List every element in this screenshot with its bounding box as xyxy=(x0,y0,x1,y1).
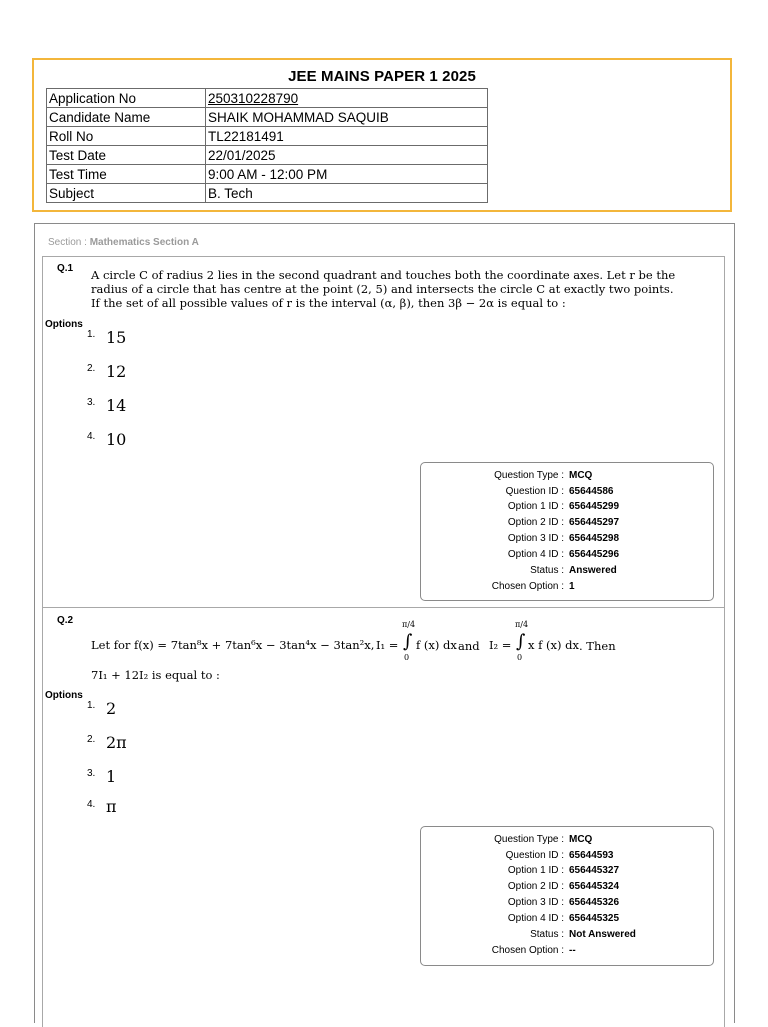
option-number: 3. xyxy=(87,768,96,779)
meta-value: -- xyxy=(569,945,576,956)
meta-key: Status : xyxy=(530,929,564,940)
option-number: 1. xyxy=(87,700,96,711)
meta-value: 656445324 xyxy=(569,881,620,892)
meta-key: Option 1 ID : xyxy=(507,501,564,512)
test-time-label: Test Time xyxy=(47,165,206,184)
meta-key: Option 3 ID : xyxy=(507,897,564,908)
integrand: x f (x) dx xyxy=(528,638,580,652)
option-number: 4. xyxy=(87,799,96,810)
question-number: Q.1 xyxy=(57,263,74,274)
section-label xyxy=(48,237,199,248)
options-label: Options xyxy=(45,319,83,330)
meta-key: Question Type : xyxy=(494,834,564,845)
meta-value: 1 xyxy=(569,581,575,592)
meta-value: 656445326 xyxy=(569,897,620,908)
meta-value: 656445299 xyxy=(569,501,620,512)
question-text-line: If the set of all possible values of r is the interval (α, β), then 3β − 2α is equal to : xyxy=(91,296,566,310)
application-no-value: 250310228790 xyxy=(206,89,488,108)
meta-key: Question Type : xyxy=(494,470,564,481)
meta-value: 656445325 xyxy=(569,913,620,924)
option-value: π xyxy=(106,797,117,816)
candidate-name-value: SHAIK MOHAMMAD SAQUIB xyxy=(206,108,488,127)
section-prefix: Section : xyxy=(48,237,90,248)
meta-value: Answered xyxy=(569,565,617,576)
exam-title: JEE MAINS PAPER 1 2025 xyxy=(288,68,476,85)
question-text: 7I₁ + 12I₂ is equal to : xyxy=(91,668,220,682)
meta-key: Chosen Option : xyxy=(491,945,564,956)
integral-sign-icon: ∫ xyxy=(516,631,526,652)
integral-lower-limit: 0 xyxy=(517,653,523,662)
application-no-label: Application No xyxy=(47,89,206,108)
option-value: 12 xyxy=(106,362,127,381)
option-value: 14 xyxy=(106,396,127,415)
candidate-header xyxy=(32,58,732,212)
and-text: and xyxy=(458,639,480,653)
meta-value: 656445296 xyxy=(569,549,620,560)
table-row xyxy=(47,184,488,203)
option-number: 2. xyxy=(87,734,96,745)
section-name: Mathematics Section A xyxy=(89,237,199,248)
question-text: Let for f(x) = 7tan⁸x + 7tan⁶x − 3tan⁴x − 3tan²x, xyxy=(91,638,375,652)
meta-value: MCQ xyxy=(569,834,593,845)
question-text-line: radius of a circle that has centre at the point (2, 5) and intersects the circle C at exactly two points. xyxy=(91,282,674,296)
test-date-value: 22/01/2025 xyxy=(206,146,488,165)
meta-value: 65644586 xyxy=(569,486,614,497)
meta-value: MCQ xyxy=(569,470,593,481)
table-row xyxy=(47,165,488,184)
meta-value: Not Answered xyxy=(569,929,636,940)
integral-upper-limit: π/4 xyxy=(402,620,416,629)
integral-lower-limit: 0 xyxy=(404,653,410,662)
question-meta-box xyxy=(420,826,714,966)
then-text: . Then xyxy=(579,639,616,653)
subject-value: B. Tech xyxy=(206,184,488,203)
option-value: 10 xyxy=(106,430,127,449)
table-row xyxy=(47,127,488,146)
meta-key: Status : xyxy=(530,565,564,576)
option-value: 2π xyxy=(106,733,127,752)
meta-key: Option 1 ID : xyxy=(507,865,564,876)
meta-key: Question ID : xyxy=(505,850,564,861)
meta-value: 656445298 xyxy=(569,533,620,544)
roll-no-label: Roll No xyxy=(47,127,206,146)
option-number: 1. xyxy=(87,329,96,340)
roll-no-value: TL22181491 xyxy=(206,127,488,146)
test-time-value: 9:00 AM - 12:00 PM xyxy=(206,165,488,184)
integral-label: I₁ = xyxy=(376,638,399,652)
question-meta-box xyxy=(420,462,714,601)
integrand: f (x) dx xyxy=(416,638,457,652)
table-row xyxy=(47,89,488,108)
option-number: 2. xyxy=(87,363,96,374)
table-row xyxy=(47,146,488,165)
candidate-name-label: Candidate Name xyxy=(47,108,206,127)
meta-key: Option 3 ID : xyxy=(507,533,564,544)
meta-key: Option 2 ID : xyxy=(507,881,564,892)
option-value: 15 xyxy=(106,328,127,347)
integral-sign-icon: ∫ xyxy=(403,631,413,652)
meta-key: Option 2 ID : xyxy=(507,517,564,528)
options-label: Options xyxy=(45,690,83,701)
question-number: Q.2 xyxy=(57,615,74,626)
meta-value: 656445327 xyxy=(569,865,620,876)
meta-key: Option 4 ID : xyxy=(507,913,564,924)
candidate-table xyxy=(46,88,488,203)
meta-key: Question ID : xyxy=(505,486,564,497)
option-value: 2 xyxy=(106,699,117,718)
option-number: 4. xyxy=(87,431,96,442)
integral-label: I₂ = xyxy=(489,638,512,652)
integral-upper-limit: π/4 xyxy=(515,620,529,629)
test-date-label: Test Date xyxy=(47,146,206,165)
option-value: 1 xyxy=(106,767,117,786)
meta-value: 65644593 xyxy=(569,850,614,861)
question-text-line: A circle C of radius 2 lies in the second quadrant and touches both the coordinate axes. Let r be the xyxy=(91,268,676,282)
subject-label: Subject xyxy=(47,184,206,203)
table-row xyxy=(47,108,488,127)
meta-key: Option 4 ID : xyxy=(507,549,564,560)
meta-value: 656445297 xyxy=(569,517,620,528)
option-number: 3. xyxy=(87,397,96,408)
meta-key: Chosen Option : xyxy=(491,581,564,592)
